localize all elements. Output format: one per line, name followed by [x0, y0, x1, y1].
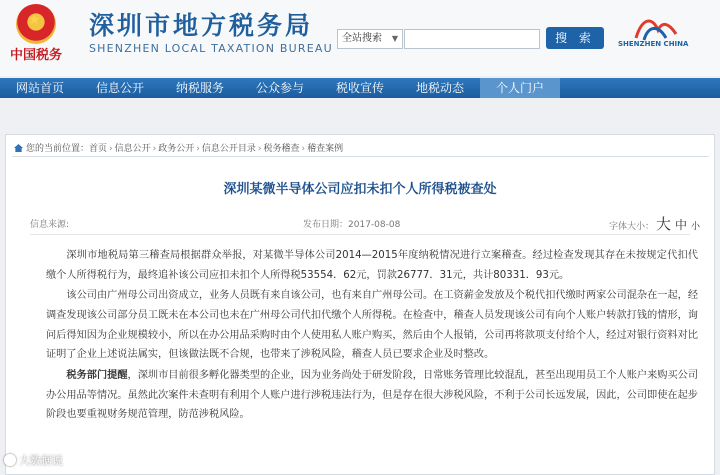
watermark-logo-icon: [4, 454, 16, 466]
paragraph: 深圳市地税局第三稽查局根据群众举报，对某微半导体公司2014—2015年度纳税情况进行立案稽查。经过检查发现其存在未按规定代扣代缴个人所得税行为，最终追补该公司应扣未扣个人所得税53554．62元，罚款26777．31元，共计80331．93元。: [46, 250, 698, 281]
source-label: 信息来源:: [30, 220, 70, 230]
nav-item-tax-promotion[interactable]: 税收宣传: [335, 81, 384, 95]
breadcrumb-home[interactable]: 首页: [89, 144, 108, 154]
divider: [12, 156, 709, 157]
shenzhen-city-logo-icon: [618, 12, 688, 42]
nav-item-public-participation[interactable]: 公众参与: [255, 81, 304, 95]
national-emblem-icon: [16, 4, 56, 44]
breadcrumb-cases[interactable]: 稽查案例: [307, 144, 344, 154]
font-size-control: [609, 213, 700, 234]
breadcrumb-inspection[interactable]: 税务稽查: [263, 144, 300, 154]
nav-item-info-disclosure[interactable]: 信息公开: [95, 81, 144, 95]
reminder-label: 税务部门提醒: [66, 369, 128, 381]
home-icon: [14, 144, 23, 152]
breadcrumb-gov[interactable]: 政务公开: [158, 144, 195, 154]
site-header: [0, 0, 720, 76]
paragraph: 该公司由广州母公司出资成立，业务人员既有来自该公司，也有来自广州母公司。在工资薪金发放及个税代扣代缴时两家公司混杂在一起，经调查发现该公司部分员工既未在本公司也未在广州母公司代扣代缴个人所得税。在检查中，稽查人员发现该公司有向个人账户转款打钱的情形，询问后得知因为企业规模较小，所以在办公用品采购时由个人使用私人账户购买，然后由个人报销，公司再将款项支付给个人，经过对银行资料对比证明了企业上述说法属实，但该做法既不合规，也带来了涉税风险，稽查人员已要求企业及时整改。: [46, 290, 699, 361]
font-small-button[interactable]: 小: [690, 222, 700, 232]
divider: [30, 234, 690, 235]
font-mid-button[interactable]: 中: [674, 218, 687, 232]
watermark: [4, 452, 63, 468]
breadcrumb-info[interactable]: 信息公开: [114, 144, 151, 154]
nav-item-home[interactable]: 网站首页: [15, 81, 64, 95]
nav-item-personal-portal[interactable]: 个人门户: [480, 78, 560, 98]
nav-item-tax-news[interactable]: 地税动态: [415, 81, 464, 95]
reminder-text: ，深圳市目前很多孵化器类型的企业，因为业务尚处于研发阶段，日常账务管理比较混乱，甚至出现用员工个人账户来购买公司办公用品等情况。虽然此次案件未查明有利用个人账户进行涉税违法行为，但是存在很大涉税风险，不利于公司长远发展，因此，公司即使在起步阶段也要重视财务规范管理，防范涉税风险。: [46, 369, 699, 421]
breadcrumb-catalog[interactable]: 信息公开目录: [201, 144, 256, 154]
search-scope-select[interactable]: [337, 29, 403, 49]
article-meta: [30, 213, 700, 231]
search-input[interactable]: [404, 29, 540, 49]
font-big-button[interactable]: 大: [655, 215, 671, 233]
breadcrumb: 您的当前位置：首页 › 信息公开 › 政务公开 › 信息公开目录 › 税务稽查 › 稽查案例: [14, 141, 343, 154]
search-scope-value: 全站搜索: [342, 33, 382, 44]
reminder-paragraph: [46, 366, 698, 425]
china-tax-brand: 中国税务: [10, 48, 63, 63]
nav-item-tax-service[interactable]: 纳税服务: [175, 81, 224, 95]
main-nav: [0, 78, 720, 98]
font-size-label: 字体大小：: [608, 222, 654, 232]
article-body: [46, 246, 698, 426]
search-button[interactable]: 搜 索: [546, 27, 604, 49]
site-subtitle: SHENZHEN LOCAL TAXATION BUREAU: [89, 42, 333, 55]
site-title[interactable]: 深圳市地方税务局: [89, 11, 314, 40]
publish-date: 发布日期：2017-08-08: [303, 220, 401, 230]
breadcrumb-prefix: 您的当前位置：: [26, 144, 90, 154]
article-title: 深圳某微半导体公司应扣未扣个人所得税被查处: [223, 182, 497, 197]
chevron-down-icon: ▼: [391, 34, 398, 43]
watermark-text: 大数据说: [19, 454, 63, 467]
shenzhen-logo-text: SHENZHEN CHINA: [618, 40, 689, 48]
